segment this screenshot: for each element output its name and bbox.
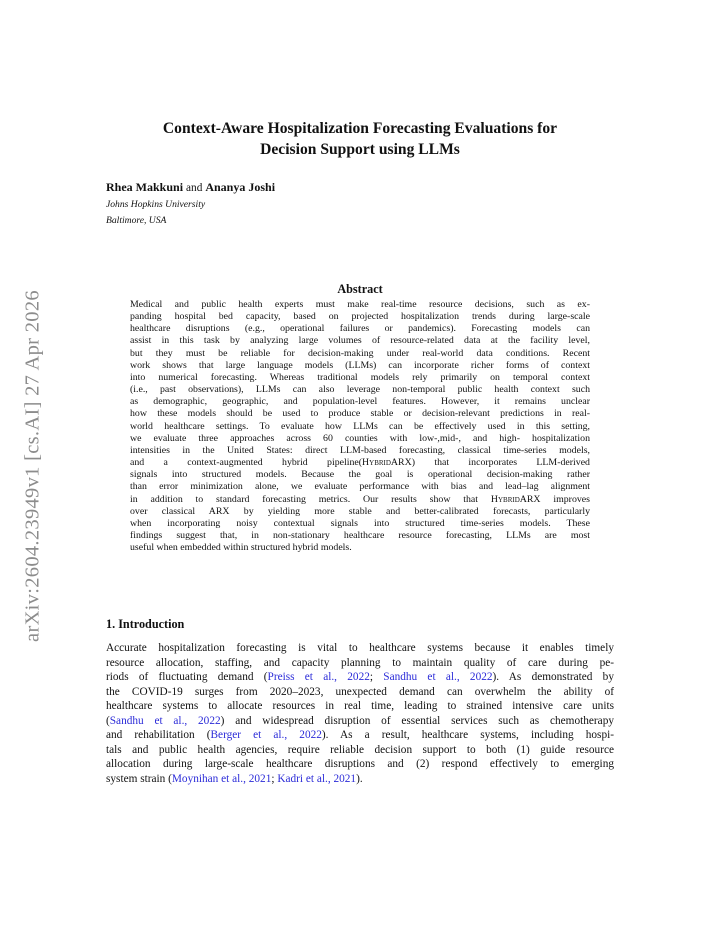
introduction-line <box>106 670 614 685</box>
abstract-line: panding hospital bed capacity, based on projected hospitalization trends during large-scale <box>130 311 590 323</box>
introduction-line: the COVID-19 surges from 2020–2023, unexpected demand can overwhelm the ability of <box>106 685 614 698</box>
abstract-line: as demographic, geographic, and population-level features. However, it remains unclear <box>130 396 590 408</box>
arxiv-identifier-sidebar[interactable]: arXiv:2604.23949v1 [cs.AI] 27 Apr 2026 <box>21 290 44 642</box>
abstract-line: how these models should be used to produce stable or decision-relevant predictions in real- <box>130 408 590 420</box>
citation-link[interactable]: Kadri et al., 2021 <box>277 772 357 785</box>
paper-title-line-2: Decision Support using LLMs <box>260 141 460 158</box>
text-fragment: ; <box>271 772 278 785</box>
introduction-line <box>106 728 614 743</box>
introduction-line: tals and public health agencies, require reliable decision support to both (1) guide resource <box>106 743 614 756</box>
paper-title <box>106 118 614 160</box>
abstract-line: over classical ARX by yielding more stable and better-calibrated forecasts, particularly <box>130 505 590 517</box>
author-name: Ananya Joshi <box>205 180 276 194</box>
introduction-body <box>106 641 614 786</box>
abstract-body <box>130 299 590 554</box>
text-fragment: ). <box>356 772 363 785</box>
author-name: Rhea Makkuni <box>106 180 184 194</box>
introduction-line <box>106 714 614 729</box>
model-name-hybridarx: HybridARX <box>490 493 541 505</box>
affiliation-location: Baltimore, USA <box>106 215 167 226</box>
abstract-line: signals into structured models. Because the goal is operational decision-making rather <box>130 469 590 481</box>
abstract-line: Medical and public health experts must make real-time resource decisions, such as ex- <box>130 299 590 310</box>
abstract-line: work shows that large language models (LLMs) can incorporate richer forms of context <box>130 359 590 371</box>
abstract-line: world healthcare settings. To evaluate how LLMs can be effectively used in this setting, <box>130 420 590 432</box>
abstract-line: findings suggest that, in non-stationary healthcare resource forecasting, LLMs are most <box>130 529 590 541</box>
abstract-line: but they must be reliable for decision-making under real-world data conditions. Recent <box>130 347 590 359</box>
citation-link[interactable]: Sandhu et al., 2022 <box>383 671 493 684</box>
introduction-line <box>106 772 614 787</box>
citation-link[interactable]: Moynihan et al., 2021 <box>171 772 272 785</box>
text-fragment: ; <box>369 671 384 684</box>
abstract-line: assist in this task by analyzing large volumes of resource-related data at the facility level, <box>130 335 590 347</box>
abstract-line: healthcare disruptions (e.g., operational failures or pandemics). Forecasting models can <box>130 323 590 335</box>
abstract-line: useful when embedded within structured hybrid models. <box>130 542 352 554</box>
abstract-line: in addition to standard forecasting metrics. Our results show that HybridARX improves <box>130 493 590 505</box>
text-fragment: ). As a result, healthcare systems, including hospi- <box>321 729 614 742</box>
text-fragment: ) and widespread disruption of essential services such as chemotherapy <box>220 714 614 727</box>
citation-link[interactable]: Sandhu et al., 2022 <box>109 714 221 727</box>
introduction-line: healthcare systems to allocate resources in real time, leading to strained intensive care units <box>106 700 614 713</box>
text-fragment: ). As demonstrated by <box>492 671 614 684</box>
text-fragment: riods of fluctuating demand ( <box>106 671 268 684</box>
affiliation-institution: Johns Hopkins University <box>106 199 206 210</box>
abstract-line: intensities in the United States: direct LLM-based forecasting, classical time-series models, <box>130 444 590 456</box>
paper-title-line-1: Context-Aware Hospitalization Forecasting Evaluations for <box>162 120 558 137</box>
citation-link[interactable]: Preiss et al., 2022 <box>267 671 370 684</box>
author-conjunction: and <box>186 182 203 194</box>
citation-link[interactable]: Berger et al., 2022 <box>210 729 322 742</box>
abstract-line: (i.e., past observations), LLMs can also leverage non-temporal public health context such <box>130 384 590 396</box>
abstract-heading: Abstract <box>337 282 383 296</box>
abstract-line: when incorporating noisy contextual signals into structured time-series models. These <box>130 517 590 529</box>
abstract-line: we evaluate three approaches across 60 counties with low-,mid-, and high- hospitalization <box>130 432 590 444</box>
abstract-line: and a context-augmented hybrid pipeline(HybridARX) that incorporates LLM-derived <box>130 457 590 469</box>
text-fragment: and rehabilitation ( <box>106 729 211 742</box>
model-name-hybridarx: HybridARX <box>362 457 412 469</box>
text-fragment: system strain ( <box>106 772 172 785</box>
introduction-line: resource allocation, staffing, and capacity planning to maintain quality of care during pe- <box>106 656 614 669</box>
abstract-line: than error minimization alone, we evaluate performance with bias and lead–lag alignment <box>130 481 590 493</box>
author-list <box>106 179 275 196</box>
abstract-line: into numerical forecasting. Whereas traditional models rely primarily on temporal context <box>130 371 590 383</box>
section-heading-introduction: 1. Introduction <box>106 617 185 631</box>
introduction-line: allocation during large-scale healthcare disruptions and (2) respond effectively to emerging <box>106 758 614 771</box>
text-fragment: ( <box>106 714 110 727</box>
introduction-line: Accurate hospitalization forecasting is vital to healthcare systems because it enables timely <box>106 642 614 654</box>
